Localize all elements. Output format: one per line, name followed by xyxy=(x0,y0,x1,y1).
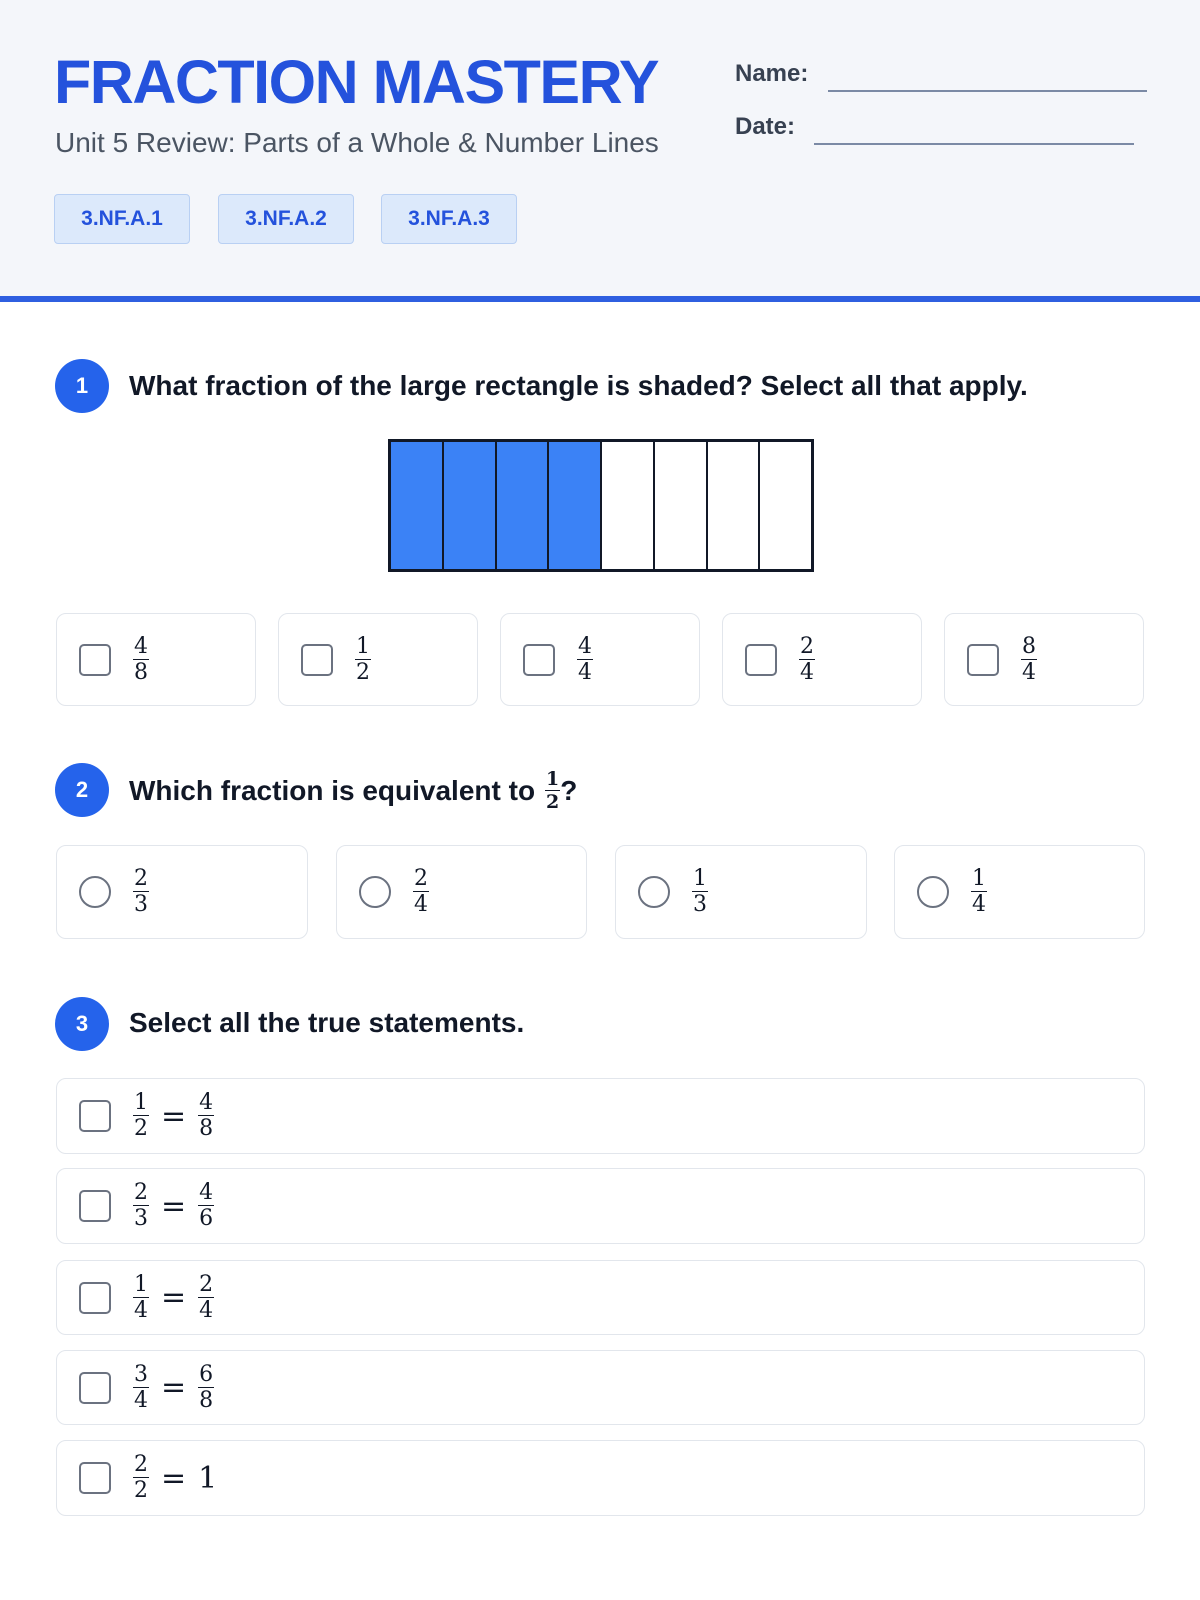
q1-option-3[interactable] xyxy=(500,613,700,706)
checkbox[interactable] xyxy=(79,1372,111,1404)
question-2-fraction: $\frac{1}{2}$ xyxy=(546,768,560,813)
date-label: Date: xyxy=(735,113,796,140)
worksheet-title: FRACTION MASTERY xyxy=(54,48,659,116)
q1-option-5[interactable] xyxy=(944,613,1144,706)
statement-row-4[interactable] xyxy=(56,1350,1145,1425)
bar-part-shaded xyxy=(497,442,550,569)
date-field[interactable] xyxy=(814,143,1134,145)
worksheet-header xyxy=(0,0,1200,302)
option-fraction: $\frac{1}{3}$ xyxy=(693,866,707,917)
statement-right: $\frac{6}{8}$ xyxy=(199,1361,214,1413)
q2-option-3[interactable] xyxy=(615,845,867,939)
checkbox[interactable] xyxy=(79,1190,111,1222)
option-fraction: $\frac{2}{4}$ xyxy=(800,633,814,685)
bar-part-shaded xyxy=(391,442,444,569)
statement-right: $\frac{2}{4}$ xyxy=(199,1271,214,1323)
radio-button[interactable] xyxy=(79,876,111,908)
statement-row-5[interactable] xyxy=(56,1440,1145,1516)
standard-tag: 3.NF.A.1 xyxy=(54,194,190,244)
statement-left: $\frac{1}{2}$ xyxy=(134,1090,148,1141)
checkbox[interactable] xyxy=(79,1282,111,1314)
q1-option-1[interactable] xyxy=(56,613,256,706)
statement-right: $\frac{4}{8}$ xyxy=(199,1090,214,1141)
checkbox[interactable] xyxy=(79,1462,111,1494)
question-2-prompt: Which fraction is equivalent to xyxy=(129,775,536,806)
question-2-mark: ? xyxy=(560,775,578,806)
equals-sign: = xyxy=(161,1460,187,1496)
statement-right: 1 xyxy=(198,1460,218,1496)
equals-sign: = xyxy=(161,1370,187,1405)
option-fraction: $\frac{8}{4}$ xyxy=(1022,633,1036,685)
bar-part-unshaded xyxy=(708,442,761,569)
checkbox[interactable] xyxy=(523,644,555,676)
question-1-text: What fraction of the large rectangle is shaded? Select all that apply. xyxy=(129,370,1028,401)
statement-right: $\frac{4}{6}$ xyxy=(199,1180,214,1231)
equals-sign: = xyxy=(161,1188,187,1224)
q1-option-2[interactable] xyxy=(278,613,478,706)
radio-button[interactable] xyxy=(359,876,391,908)
standard-tag: 3.NF.A.2 xyxy=(218,194,354,244)
statement-left: $\frac{3}{4}$ xyxy=(134,1361,148,1413)
fraction-bar-model xyxy=(388,439,814,572)
option-fraction: $\frac{1}{4}$ xyxy=(972,866,986,917)
statement-row-1[interactable] xyxy=(56,1078,1145,1154)
equals-sign: = xyxy=(161,1098,187,1134)
bar-part-unshaded xyxy=(760,442,811,569)
checkbox[interactable] xyxy=(301,644,333,676)
bar-part-unshaded xyxy=(655,442,708,569)
question-3-text: Select all the true statements. xyxy=(129,1007,525,1038)
worksheet-subtitle: Unit 5 Review: Parts of a Whole & Number Lines xyxy=(55,127,659,158)
checkbox[interactable] xyxy=(745,644,777,676)
statement-row-3[interactable] xyxy=(56,1260,1145,1335)
option-fraction: $\frac{2}{3}$ xyxy=(134,866,148,917)
q1-option-4[interactable] xyxy=(722,613,922,706)
option-fraction: $\frac{1}{2}$ xyxy=(356,633,370,685)
bar-part-shaded xyxy=(549,442,602,569)
bar-part-unshaded xyxy=(602,442,655,569)
standard-tag: 3.NF.A.3 xyxy=(381,194,517,244)
option-fraction: $\frac{4}{4}$ xyxy=(578,633,592,685)
option-fraction: $\frac{2}{4}$ xyxy=(414,866,428,917)
question-2-number: 2 xyxy=(55,763,109,817)
question-1-number: 1 xyxy=(55,359,109,413)
q2-option-1[interactable] xyxy=(56,845,308,939)
checkbox[interactable] xyxy=(79,1100,111,1132)
equals-sign: = xyxy=(161,1280,187,1315)
radio-button[interactable] xyxy=(917,876,949,908)
statement-row-2[interactable] xyxy=(56,1168,1145,1244)
question-2-text xyxy=(129,766,577,816)
statement-left: $\frac{2}{3}$ xyxy=(134,1180,148,1231)
radio-button[interactable] xyxy=(638,876,670,908)
name-field[interactable] xyxy=(828,90,1147,92)
q2-option-2[interactable] xyxy=(336,845,587,939)
option-fraction: $\frac{4}{8}$ xyxy=(134,633,148,685)
statement-left: $\frac{1}{4}$ xyxy=(134,1271,148,1323)
checkbox[interactable] xyxy=(79,644,111,676)
question-3-number: 3 xyxy=(55,997,109,1051)
bar-part-shaded xyxy=(444,442,497,569)
name-label: Name: xyxy=(735,60,809,87)
q2-option-4[interactable] xyxy=(894,845,1145,939)
statement-left: $\frac{2}{2}$ xyxy=(134,1452,148,1503)
checkbox[interactable] xyxy=(967,644,999,676)
